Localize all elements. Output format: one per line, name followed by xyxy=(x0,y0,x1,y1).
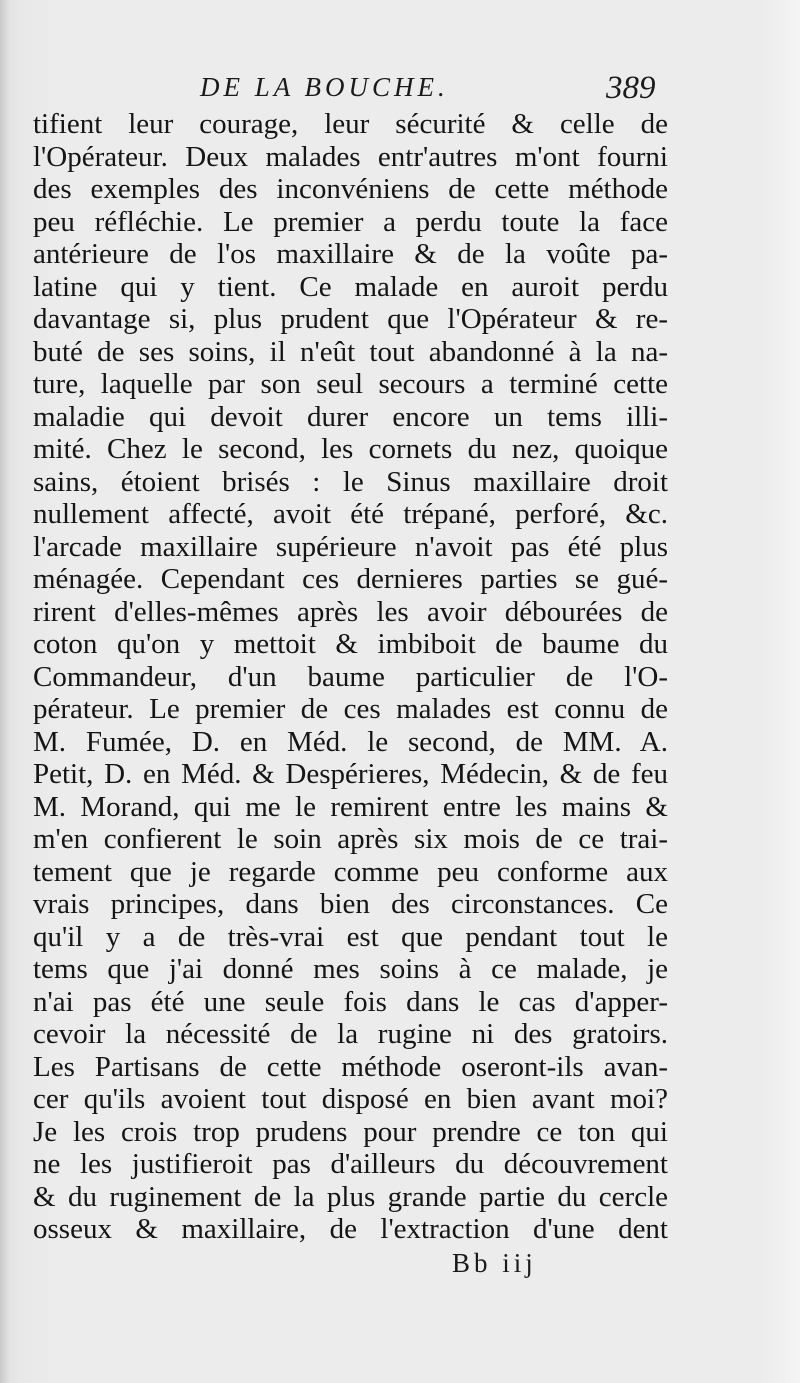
running-head: DE LA BOUCHE. xyxy=(200,72,449,102)
text-line: peu réfléchie. Le premier a perdu toute la face xyxy=(33,205,668,238)
text-line: pérateur. Le premier de ces malades est connu de xyxy=(33,693,668,725)
text-line: l'Opérateur. Deux malades entr'autres m'ont fourni xyxy=(33,140,668,173)
text-line: l'arcade maxillaire supérieure n'avoit pas été plus xyxy=(33,530,668,563)
text-line: m'en confierent le soin après six mois de ce trai- xyxy=(33,823,668,855)
text-line: ménagée. Cependant ces dernieres parties se gué- xyxy=(33,563,668,595)
text-line: vrais principes, dans bien des circonstances. Ce xyxy=(33,888,668,920)
text-line: n'ai pas été une seule fois dans le cas d'apper- xyxy=(33,985,668,1018)
text-line: & du ruginement de la plus grande partie du cercle xyxy=(33,1180,668,1213)
text-line: tems que j'ai donné mes soins à ce malade, je xyxy=(33,953,668,985)
text-line: osseux & maxillaire, de l'extraction d'une dent xyxy=(33,1213,668,1245)
text-line: antérieure de l'os maxillaire & de la voûte pa- xyxy=(33,238,668,270)
text-line: maladie qui devoit durer encore un tems illi- xyxy=(33,400,668,433)
text-line: cer qu'ils avoient tout disposé en bien avant moi? xyxy=(33,1083,668,1115)
body-text xyxy=(33,108,668,1246)
text-line: Commandeur, d'un baume particulier de l'O- xyxy=(33,660,668,693)
text-line: sains, étoient brisés : le Sinus maxillaire droit xyxy=(33,465,668,498)
text-line: tement que je regarde comme peu conforme aux xyxy=(33,855,668,888)
text-line: cevoir la nécessité de la rugine ni des gratoirs. xyxy=(33,1018,668,1050)
text-line: Les Partisans de cette méthode oseront-ils avan- xyxy=(33,1050,668,1083)
text-line: qu'il y a de très-vrai est que pendant tout le xyxy=(33,920,668,953)
page-gutter-shadow xyxy=(0,0,10,1383)
text-line: Petit, D. en Méd. & Despérieres, Médecin, & de feu xyxy=(33,758,668,790)
text-line: rirent d'elles-mêmes après les avoir débourées de xyxy=(33,595,668,628)
text-line: M. Morand, qui me le remirent entre les mains & xyxy=(33,790,668,823)
text-line: coton qu'on y mettoit & imbiboit de baume du xyxy=(33,628,668,660)
text-line: ture, laquelle par son seul secours a terminé cette xyxy=(33,368,668,400)
page-number: 389 xyxy=(606,70,656,106)
text-line: Je les crois trop prudens pour prendre ce ton qui xyxy=(33,1115,668,1148)
text-line: mité. Chez le second, les cornets du nez, quoique xyxy=(33,433,668,465)
text-line: nullement affecté, avoit été trépané, perforé, &c. xyxy=(33,498,668,530)
text-line: latine qui y tient. Ce malade en auroit perdu xyxy=(33,270,668,303)
text-line: davantage si, plus prudent que l'Opérateur & re- xyxy=(33,303,668,335)
text-line: tifient leur courage, leur sécurité & celle de xyxy=(33,108,668,140)
text-line: ne les justifieroit pas d'ailleurs du découvrement xyxy=(33,1148,668,1180)
text-line: M. Fumée, D. en Méd. le second, de MM. A. xyxy=(33,725,668,758)
signature-mark: Bb iij xyxy=(452,1248,537,1278)
text-line: des exemples des inconvéniens de cette méthode xyxy=(33,173,668,205)
text-line: buté de ses soins, il n'eût tout abandonné à la na- xyxy=(33,335,668,368)
